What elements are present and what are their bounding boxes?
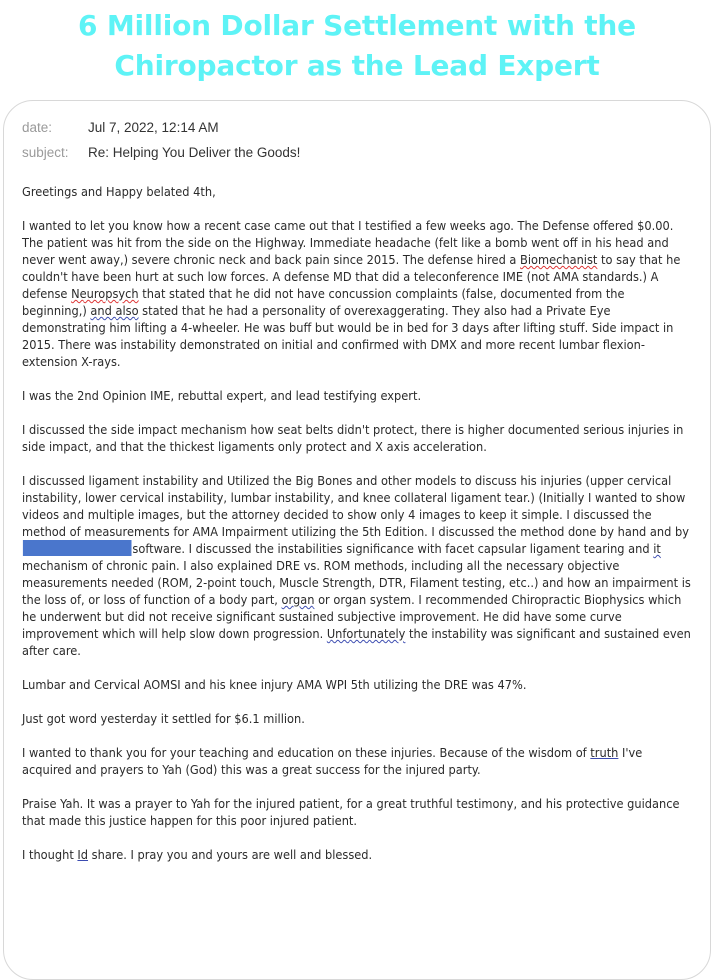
grammar-check-word: Unfortunately [326,626,406,641]
paragraph-mechanism: I discussed the side impact mechanism how seat belts didn't protect, there is higher documented serious injuries in side impact, and that the thickest ligaments only protect and X axis acceleration. [22,422,684,454]
grammar-check-word: Id [77,847,89,862]
page-title [0,6,714,86]
paragraph-closing: I thought Id share. I pray you and yours are well and blessed. [22,847,373,862]
spellcheck-word: Neuropsych [71,286,139,301]
date-value: Jul 7, 2022, 12:14 AM [88,120,219,135]
paragraph-thanks: I wanted to thank you for your teaching and education on these injuries. Because of the wisdom of truth I've acquired and prayers to Yah (God) this was a great success for the injured party. [22,745,643,777]
spellcheck-word: Biomechanist [520,252,598,267]
email-subject-row [22,145,300,160]
date-label: date: [22,120,53,135]
grammar-check-word: truth [590,745,619,760]
redaction-box [23,540,132,556]
paragraph-praise: Praise Yah. It was a prayer to Yah for the injured patient, for a great truthful testimony, and his protective guidance that made this justice happen for this poor injured patient. [22,796,680,828]
greeting: Greetings and Happy belated 4th, [22,184,216,199]
subject-label: subject: [22,145,69,160]
title-line-2: Chiropactor as the Lead Expert [114,49,600,82]
title-line-1: 6 Million Dollar Settlement with the [78,9,636,42]
grammar-check-word: and also [90,303,139,318]
email-date-row [22,120,219,135]
paragraph-case-summary: I wanted to let you know how a recent case came out that I testified a few weeks ago. The Defense offered $0.00. The patient was hit from the side on the Highway. Immediate headache (felt like a bomb went off in his head and never went away,) severe chronic neck and back pain since 2015. The defense hired a Biomechanist to say that he couldn't have been hurt at such low forces. A defense MD that did a teleconference IME (not AMA standards.) A defense Neuropsych that stated that he did not have concussion complaints (false, documented from the beginning,) and also stated that he had a personality of overexaggerating. They also had a Private Eye demonstrating him lifting a 4-wheeler. He was buff but would be in bed for 3 days after lifting stuff. Side impact in 2015. There was instability demonstrated on initial and confirmed with DMX and more recent lumbar flexion-extension X-rays. [22,218,681,369]
paragraph-role: I was the 2nd Opinion IME, rebuttal expert, and lead testifying expert. [22,388,422,403]
grammar-check-word: organ [281,592,315,607]
grammar-check-word: it [653,541,661,556]
paragraph-testimony: I discussed ligament instability and Utilized the Big Bones and other models to discuss his injuries (upper cervical instability, lower cervical instability, lumbar instability, and knee collateral ligament tear.) (Initially I wanted to show videos and multiple images, but the attorney decided to show only 4 images to keep it simple. I discussed the method of measurements for AMA Impairment utilizing the 5th Edition. I discussed the method done by hand and by software. I discussed the instabilities significance with facet capsular ligament tearing and it mechanism of chronic pain. I also explained DRE vs. ROM methods, including all the necessary objective measurements needed (ROM, 2-point touch, Muscle Strength, DTR, Filament testing, etc..) and how an impairment is the loss of, or loss of function of a body part, organ or organ system. I recommended Chiropractic Biophysics which he underwent but did not receive significant sustained subjective improvement. He did have some curve improvement which will help slow down progression. Unfortunately the instability was significant and sustained even after care. [22,473,691,658]
subject-value: Re: Helping You Deliver the Goods! [88,145,301,160]
paragraph-settlement: Just got word yesterday it settled for $6.1 million. [22,711,305,726]
email-body [22,183,692,880]
paragraph-impairment: Lumbar and Cervical AOMSI and his knee injury AMA WPI 5th utilizing the DRE was 47%. [22,677,527,692]
